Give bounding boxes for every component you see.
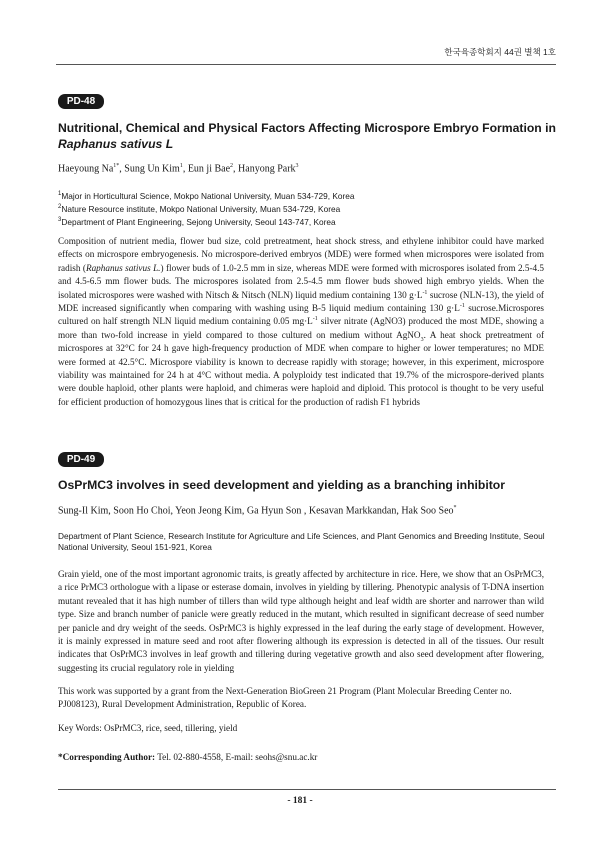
abstract-badge-pd49: PD-49 <box>58 452 104 467</box>
abstract2-keywords: Key Words: OsPrMC3, rice, seed, tillering, yield <box>58 723 238 733</box>
affiliation-text: Department of Plant Engineering, Sejong University, Seoul 143-747, Korea <box>61 216 336 227</box>
body-text-segment: Composition of nutrient media, flower bud size, cold pretreatment, heat shock stress, and ethylene inhibitor could have marked effects on microspore embryogenesis. No microspore-derived embryos (MDE) were formed when microspores were isolated from radish ( <box>58 236 544 273</box>
formula-sub: 3 <box>420 336 424 343</box>
abstract1-title-species: Raphanus sativus L <box>58 137 174 151</box>
affiliation-sup: 3 <box>58 217 62 224</box>
author-name: Eun ji Bae <box>187 163 231 175</box>
abstract2-body: Grain yield, one of the most important agronomic traits, is greatly affected by architecture in rice. Here, we show that an OsPrMC3, a rice PrMC3 orthologue with a lipase or esterase domain, involves in yielding by tillering. Phenotypic analysis of T-DNA insertion mutant revealed that it has high number of tillers than wild type although height and leaf width are shorter and narrower than wild type. Size and branch number of panicle were greatly reduced in the mutant, which resulted in significant decrease of seed number per panicle and dry weight of the seeds. OsPrMC3 is highly expressed in the leaf during the early stage of development. However, it is mainly expressed in mature seed and root after flowering although its expression is detected in all of the tissues. Our result indicates that OsPrMC3 involves in leaf growth and tillering during vegetative growth and also seed development after flowering, suggesting its crucial regulatory role in yielding <box>58 569 544 673</box>
abstract2-title: OsPrMC3 involves in seed development and yielding as a branching inhibitor <box>58 478 505 492</box>
author-sup: 2 <box>230 163 234 169</box>
abstract-badge-pd48: PD-48 <box>58 94 104 109</box>
affiliation-text: Nature Resource institute, Mokpo National University, Muan 534-729, Korea <box>61 203 341 214</box>
affiliation-sup: 1 <box>58 191 62 197</box>
body-text-segment: silver nitrate (AgNO3) produced the most MDE, showing a more than two-fold increase in yield compared to those cultured on medium without AgNO <box>58 316 544 340</box>
author-sup: 3 <box>295 163 299 169</box>
author-name: Sung Un Kim <box>124 163 180 175</box>
author-name: Hanyong Park <box>238 163 296 175</box>
unit-sup: -1 <box>459 302 465 309</box>
header-rule <box>56 64 556 65</box>
abstract2-authors <box>58 505 457 516</box>
affiliation-line <box>58 215 558 228</box>
abstract1-affiliations <box>58 189 558 228</box>
unit-sup: -1 <box>422 289 428 296</box>
affiliation-line <box>58 202 558 215</box>
body-text-segment: sucrose.Microspores cultured on half strength NLN liquid medium containing 0.05 mg·L <box>58 303 544 327</box>
abstract1-body <box>58 235 544 409</box>
footer-rule <box>58 789 556 790</box>
abstract1-title <box>58 120 558 152</box>
abstract1-title-text: Nutritional, Chemical and Physical Factors Affecting Microspore Embryo Formation in <box>58 121 556 135</box>
author-sup: 1* <box>113 163 120 169</box>
unit-sup: -1 <box>312 316 318 323</box>
affiliation-text: Major in Horticultural Science, Mokpo National University, Muan 534-729, Korea <box>61 190 355 201</box>
corresponding-contact: Tel. 02-880-4558, E-mail: seohs@snu.ac.kr <box>155 752 318 762</box>
author-sup: 1 <box>179 163 183 169</box>
corresponding-label: *Corresponding Author: <box>58 752 156 762</box>
abstract1-authors: Haeyoung $Na^{1*}$, Sung Un Kim$^1$, Eun ji Bae$^2$, Hanyong Park$^3$ <box>58 163 299 175</box>
body-text-segment: . A heat shock pretreatment of microspores at 32°C for 24 h gave high-frequency production of MDE when compare to higher or lower temperatures; no MDE were formed at 42.5°C. Microspore viability is known to decrease rapidly with storage; however, in this experiment, microspore viability was maintained for 24 h at 4°C without media. A polyploidy test indicated that 19.7% of the microspore-derived plants were double haploid, other plants were haploid, and chimeras were haploid and diploid. This protocol is thought to be very useful for efficient production of homozygous lines that is critical for the production of radish F1 hybrids <box>58 329 544 407</box>
body-text-segment: ) flower buds of 1.0-2.5 mm in size, whereas MDE were formed with microspores isolated from 2.5-4.5 and 4.5-6.5 mm flower buds. The microspores isolated from 2.5-4.5 mm flower buds showed high embryo yields. When the isolated microspores were washed with Nitsch & Nitsch (NLN) liquid medium containing 130 g·L <box>58 262 544 300</box>
corresponding-author <box>58 751 544 764</box>
body-text-segment: sucrose (NLN-13), the yield of MDE increased significantly when comparing with washing using B-5 liquid medium containing 130 g·L <box>58 289 544 314</box>
affiliation-sup: 2 <box>58 204 62 211</box>
author-sup: * <box>453 505 457 511</box>
author-name: Haeyoung Na <box>58 163 114 175</box>
authors-text: Sung-Il Kim, Soon Ho Choi, Yeon Jeong Kim, Ga Hyun Son , Kesavan Markkandan, Hak Soo Seo <box>58 505 454 517</box>
abstract2-funding: This work was supported by a grant from the Next-Generation BioGreen 21 Program (Plant Molecular Breeding Center no. PJ008123), Rural Development Administration, Republic of Korea. <box>58 686 512 710</box>
abstract2-affiliation: Department of Plant Science, Research Institute for Agriculture and Life Sciences, and Plant Genomics and Breeding Institute, Seoul National University, Seoul 151-921, Korea <box>58 531 545 553</box>
species-italic: Raphanus sativus L. <box>85 262 161 273</box>
running-header: 한국육종학회지 44권 별책 1호 <box>444 47 556 57</box>
page-number: - 181 - <box>287 796 313 806</box>
affiliation-line <box>58 189 558 202</box>
